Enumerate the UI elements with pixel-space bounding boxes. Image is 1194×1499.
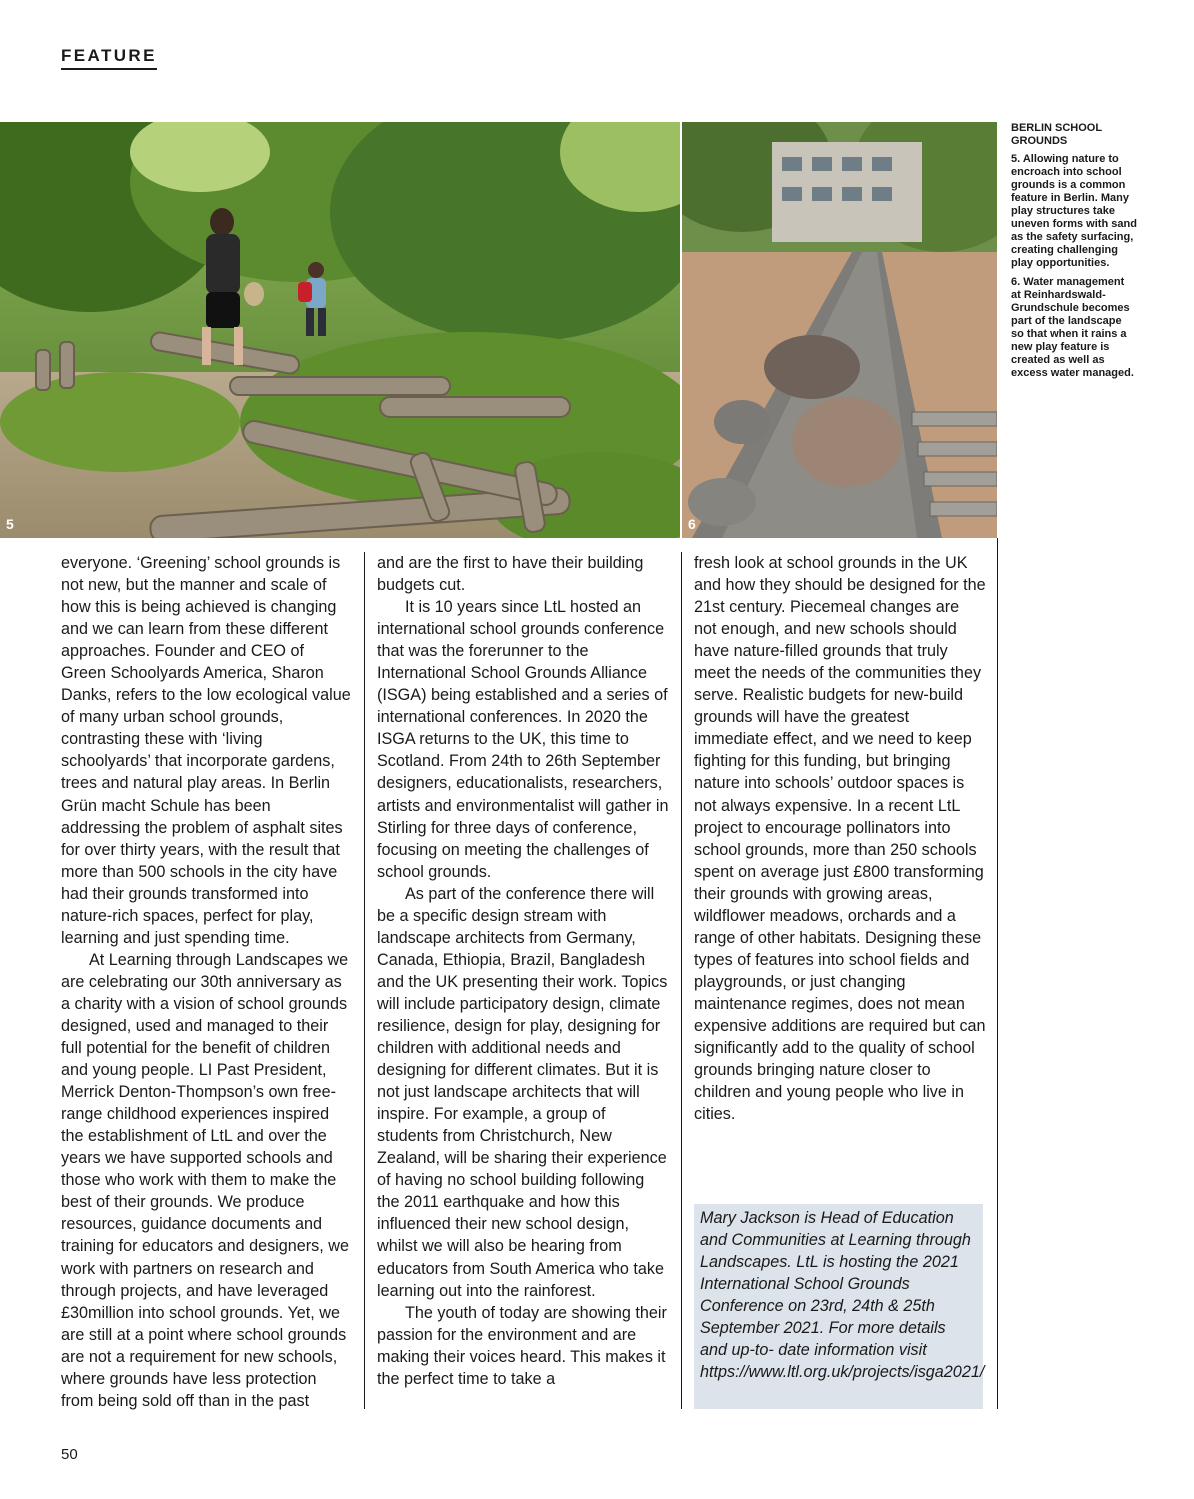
- paragraph: everyone. ‘Greening’ school grounds is not new, but the manner and scale of how this is being achieved is changing and we can learn from these different approaches. Founder and CEO of Green Schoolyards America, Sharon Danks, refers to the low ecological value of many urban school grounds, contrasting these with ‘living schoolyards’ that incorporate gardens, trees and natural play areas. In Berlin Grün macht Schule has been addressing the problem of asphalt sites for over thirty years, with the result that more than 500 schools in the city have had their grounds transformed into nature-rich spaces, perfect for play, learning and just spending time.: [61, 554, 351, 947]
- caption-item-5: 5. Allowing nature to encroach into school grounds is a common feature in Berlin. Many play structures take uneven forms with sand as the safety surfacing, creating challenging play opportunities.: [1011, 153, 1137, 269]
- paragraph: The youth of today are showing their passion for the environment and are making their voices heard. This makes it the perfect time to take a: [377, 1303, 667, 1388]
- column-rule: [364, 552, 365, 1409]
- photo-6-illustration: [682, 122, 997, 538]
- photo-5-number: 5: [6, 516, 14, 532]
- page-number: 50: [61, 1446, 78, 1463]
- article-column-2: [377, 552, 671, 1390]
- photo-6: [682, 122, 997, 538]
- article-column-1: [61, 552, 353, 1412]
- column-rule: [681, 552, 682, 1409]
- paragraph: and are the first to have their building budgets cut.: [377, 554, 644, 595]
- photo-5-illustration: [0, 122, 680, 538]
- section-label: FEATURE: [61, 46, 157, 70]
- paragraph: At Learning through Landscapes we are celebrating our 30th anniversary as a charity with a vision of school grounds designed, used and managed to their full potential for the benefit of children and young people. LI Past President, Merrick Denton-Thompson’s own free-range childhood experiences inspired the establishment of LtL and over the years we have supported schools and those who work with them to make the best of their grounds. We produce resources, guidance documents and training for educators and designers, we work with partners on research and through projects, and have leveraged £30million into school grounds. Yet, we are still at a point where school grounds are not a requirement for new schools, where grounds have less protection from being sold off than in the past: [61, 950, 349, 1410]
- photo-6-number: 6: [688, 516, 696, 532]
- paragraph: As part of the conference there will be a specific design stream with landscape architects from Germany, Canada, Ethiopia, Brazil, Bangladesh and the UK presenting their work. Topics will include participatory design, climate resilience, design for play, designing for children with additional needs and designing for different climates. But it is not just landscape architects that will inspire. For example, a group of students from Christchurch, New Zealand, will be sharing their experience of having no school building following the 2011 earthquake and how this influenced their new school design, whilst we will also be hearing from educators from South America who take learning out into the rainforest.: [377, 884, 668, 1300]
- paragraph: fresh look at school grounds in the UK and how they should be designed for the 21st century. Piecemeal changes are not enough, and new schools should have nature-filled grounds that truly meet the needs of the communities they serve. Realistic budgets for new-build grounds will have the greatest immediate effect, and we need to keep fighting for this funding, but bringing nature into schools’ outdoor spaces is not always expensive. In a recent LtL project to encourage pollinators into school grounds, more than 250 schools spent on average just £800 transforming their grounds with growing areas, wildflower meadows, orchards and a range of other habitats. Designing these types of features into school fields and playgrounds, or just changing maintenance regimes, does not mean expensive additions are required but can significantly add to the quality of school grounds bringing nature closer to children and young people who live in cities.: [694, 554, 986, 1124]
- article-column-3: [694, 552, 986, 1125]
- photo-5: [0, 122, 680, 538]
- caption-item-6: 6. Water management at Reinhardswald-Grundschule becomes part of the landscape so that when it rains a new play feature is created as well as excess water managed.: [1011, 276, 1134, 379]
- column-rule: [997, 538, 998, 1409]
- author-bio: Mary Jackson is Head of Education and Communities at Learning through Landscapes. LtL is hosting the 2021 International School Grounds Conference on 23rd, 24th & 25th September 2021. For more details and up-to- date information visit https://www.ltl.org.uk/projects/isga2021/: [694, 1204, 983, 1409]
- paragraph: It is 10 years since LtL hosted an international school grounds conference that was the forerunner to the International School Grounds Alliance (ISGA) being established and a series of international conferences. In 2020 the ISGA returns to the UK, this time to Scotland. From 24th to 26th September designers, educationalists, researchers, artists and environmentalist will gather in Stirling for three days of conference, focusing on meeting the challenges of school grounds.: [377, 598, 669, 881]
- caption-title: BERLIN SCHOOL GROUNDS: [1011, 122, 1102, 147]
- photo-caption: [1011, 122, 1137, 386]
